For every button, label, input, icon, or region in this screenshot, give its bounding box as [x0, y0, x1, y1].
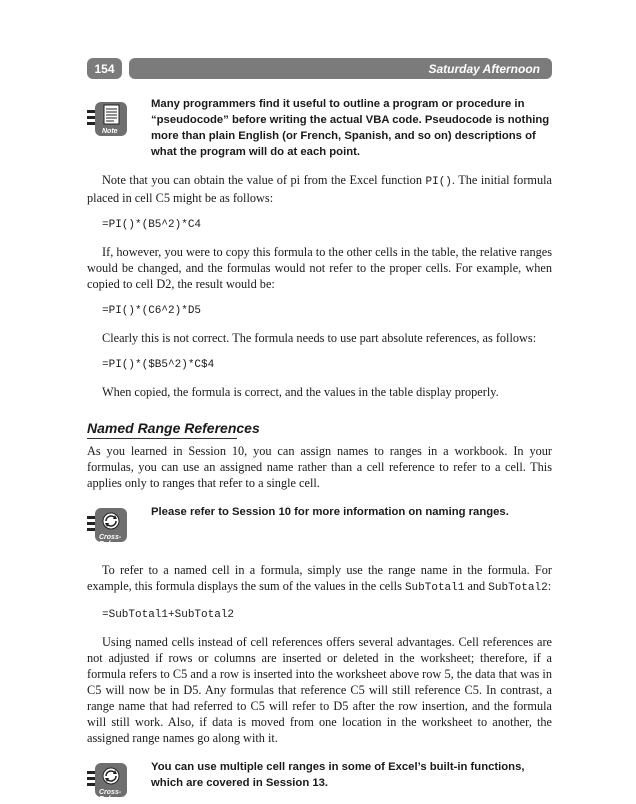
crossref-icon-label: Cross-Ref [99, 789, 122, 803]
paragraph: Clearly this is not correct. The formula needs to use part absolute references, as follows: [102, 331, 537, 345]
page-header [87, 58, 552, 79]
inline-code: SubTotal1 [404, 582, 465, 594]
inline-code: PI() [425, 176, 452, 188]
note-callout [87, 96, 552, 160]
crossref-text: You can use multiple cell ranges in some of Excel’s built-in functions, which are covered in Session 13. [151, 761, 525, 789]
crossref-text: Please refer to Session 10 for more information on naming ranges. [151, 506, 509, 518]
formula-code: =SubTotal1+SubTotal2 [102, 609, 235, 621]
note-icon [87, 100, 131, 138]
crossref-icon-label: Cross-Ref [99, 534, 122, 548]
paragraph: As you learned in Session 10, you can assign names to ranges in a workbook. In your formulas, you can use an assigned name rather than a cell reference to refer to a cell. This applies only to ranges that refer to a single cell. [87, 444, 552, 490]
crossref-callout [87, 502, 552, 550]
section-heading: Named Range References [87, 420, 237, 439]
paragraph: Using named cells instead of cell references offers several advantages. Cell references are not adjusted if rows or columns are inserted or deleted in the worksheet; therefore, if a formula refers to C5 and a row is inserted into the worksheet above row 5, the data that was in C5 will now be in D5. Any formulas that reference C5 will still reference C5. In contrast, a range name that had referred to C5 will refer to D5 after the row insertion, and the formula will still work. Also, if data is moved from one location in the worksheet to another, the assigned range names go along with it. [87, 635, 552, 745]
paragraph: When copied, the formula is correct, and the values in the table display properly. [102, 385, 499, 399]
section-title: Saturday Afternoon [129, 58, 552, 79]
note-icon-label: Note [102, 128, 118, 135]
formula-code: =PI()*(C6^2)*D5 [102, 305, 202, 317]
crossref-callout [87, 757, 552, 803]
paragraph: To refer to a named cell in a formula, simply use the range name in the formula. For example, this formula displays the sum of the values in the cells SubTotal1 and SubTotal2: [87, 563, 552, 594]
note-text: Many programmers find it useful to outline a program or procedure in “pseudocode” before writing the actual VBA code. Pseudocode is nothing more than plain English (or French, Spanish, and so on) descriptions of what the program will do at each point. [151, 98, 550, 158]
formula-code: =PI()*(B5^2)*C4 [102, 219, 202, 231]
inline-code: SubTotal2 [488, 582, 548, 594]
crossref-icon [87, 761, 131, 803]
formula-code: =PI()*($B5^2)*C$4 [102, 359, 215, 371]
crossref-icon [87, 506, 131, 548]
paragraph: If, however, you were to copy this formula to the other cells in the table, the relative ranges would be changed, and the formulas would not refer to the proper cells. For example, when copied to cell D2, the result would be: [87, 245, 552, 291]
page-content [87, 96, 552, 803]
paragraph: Note that you can obtain the value of pi from the Excel function PI(). The initial formula placed in cell C5 might be as follows: [87, 173, 552, 205]
page-number: 154 [87, 58, 122, 79]
